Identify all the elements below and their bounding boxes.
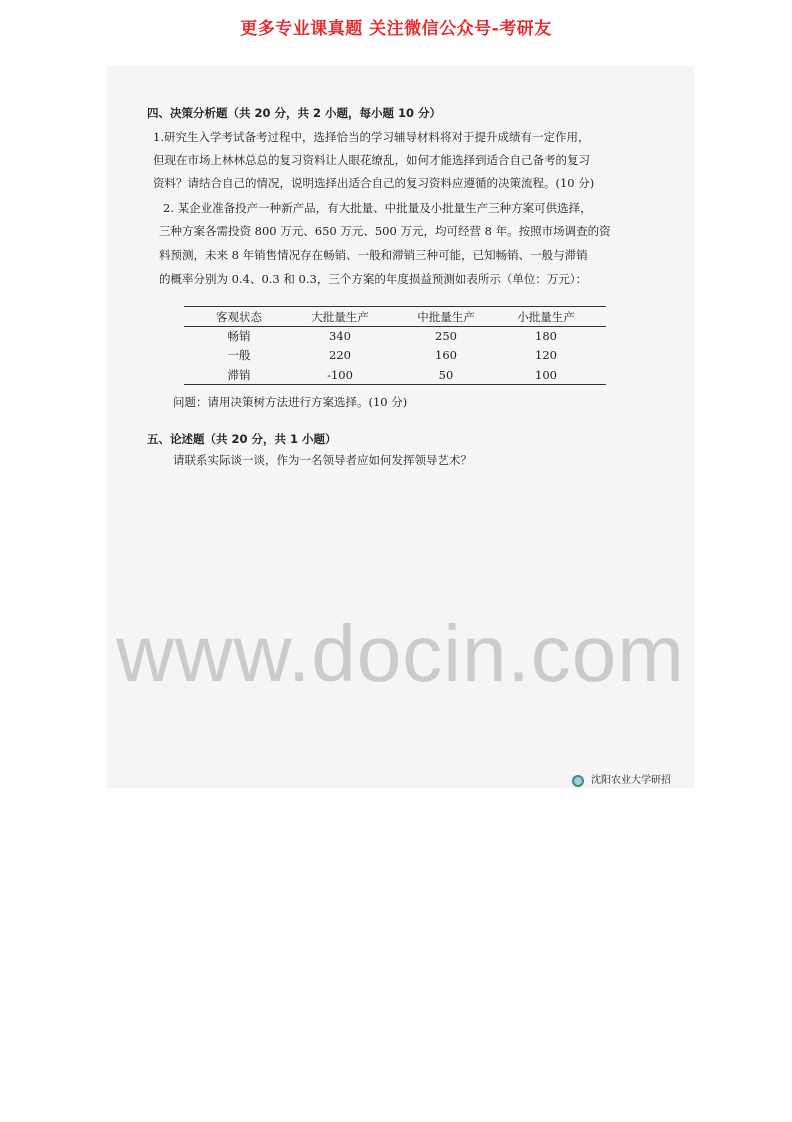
table-cell: 180 <box>535 329 557 343</box>
table-cell: 160 <box>435 348 457 362</box>
section-4-title: 四、决策分析题（共 20 分，共 2 小题，每小题 10 分） <box>147 106 442 120</box>
scanned-page <box>107 66 694 788</box>
table-cell: 100 <box>535 368 557 382</box>
table-header-cell: 大批量生产 <box>311 310 369 324</box>
section-5-question: 请联系实际谈一谈，作为一名领导者应如何发挥领导艺术？ <box>173 453 472 467</box>
watermark-text: www.docin.com <box>116 609 685 698</box>
table-cell: -100 <box>327 368 353 382</box>
table-header-cell: 小批量生产 <box>517 310 575 324</box>
q2-line: 三种方案各需投资 800 万元、650 万元、500 万元，均可经营 8 年。按照市场调查的资 <box>159 224 611 238</box>
table-cell: 220 <box>329 348 351 362</box>
q2-line: 料预测，未来 8 年销售情况存在畅销、一般和滞销三种可能，已知畅销、一般与滞销 <box>159 248 588 262</box>
table-cell: 250 <box>435 329 457 343</box>
section-5-title: 五、论述题（共 20 分，共 1 小题） <box>147 432 337 446</box>
table-cell: 畅销 <box>227 329 251 343</box>
table-header-rule <box>184 326 606 327</box>
table-cell: 50 <box>438 368 454 382</box>
table-top-rule <box>184 306 606 307</box>
table-cell: 340 <box>329 329 351 343</box>
table-header-cell: 中批量生产 <box>417 310 475 324</box>
promo-banner: 更多专业课真题 关注微信公众号-考研友 <box>240 19 552 39</box>
q2-question: 问题：请用决策树方法进行方案选择。(10 分) <box>173 395 408 409</box>
q2-line: 2. 某企业准备投产一种新产品，有大批量、中批量及小批量生产三种方案可供选择， <box>163 201 592 215</box>
table-cell: 滞销 <box>227 368 251 382</box>
university-logo-icon <box>572 775 584 787</box>
table-cell: 一般 <box>227 348 251 362</box>
table-cell: 120 <box>535 348 557 362</box>
footer-label: 沈阳农业大学研招 <box>591 775 671 786</box>
q1-line: 资料？请结合自己的情况，说明选择出适合自己的复习资料应遵循的决策流程。(10 分) <box>153 176 595 190</box>
q1-line: 1.研究生入学考试备考过程中，选择恰当的学习辅导材料将对于提升成绩有一定作用， <box>153 130 590 144</box>
q1-line: 但现在市场上林林总总的复习资料让人眼花缭乱，如何才能选择到适合自己备考的复习 <box>153 153 590 167</box>
q2-line: 的概率分别为 0.4、0.3 和 0.3，三个方案的年度损益预测如表所示（单位：万元）： <box>159 272 588 286</box>
table-header-cell: 客观状态 <box>216 310 262 324</box>
table-bottom-rule <box>184 384 606 385</box>
